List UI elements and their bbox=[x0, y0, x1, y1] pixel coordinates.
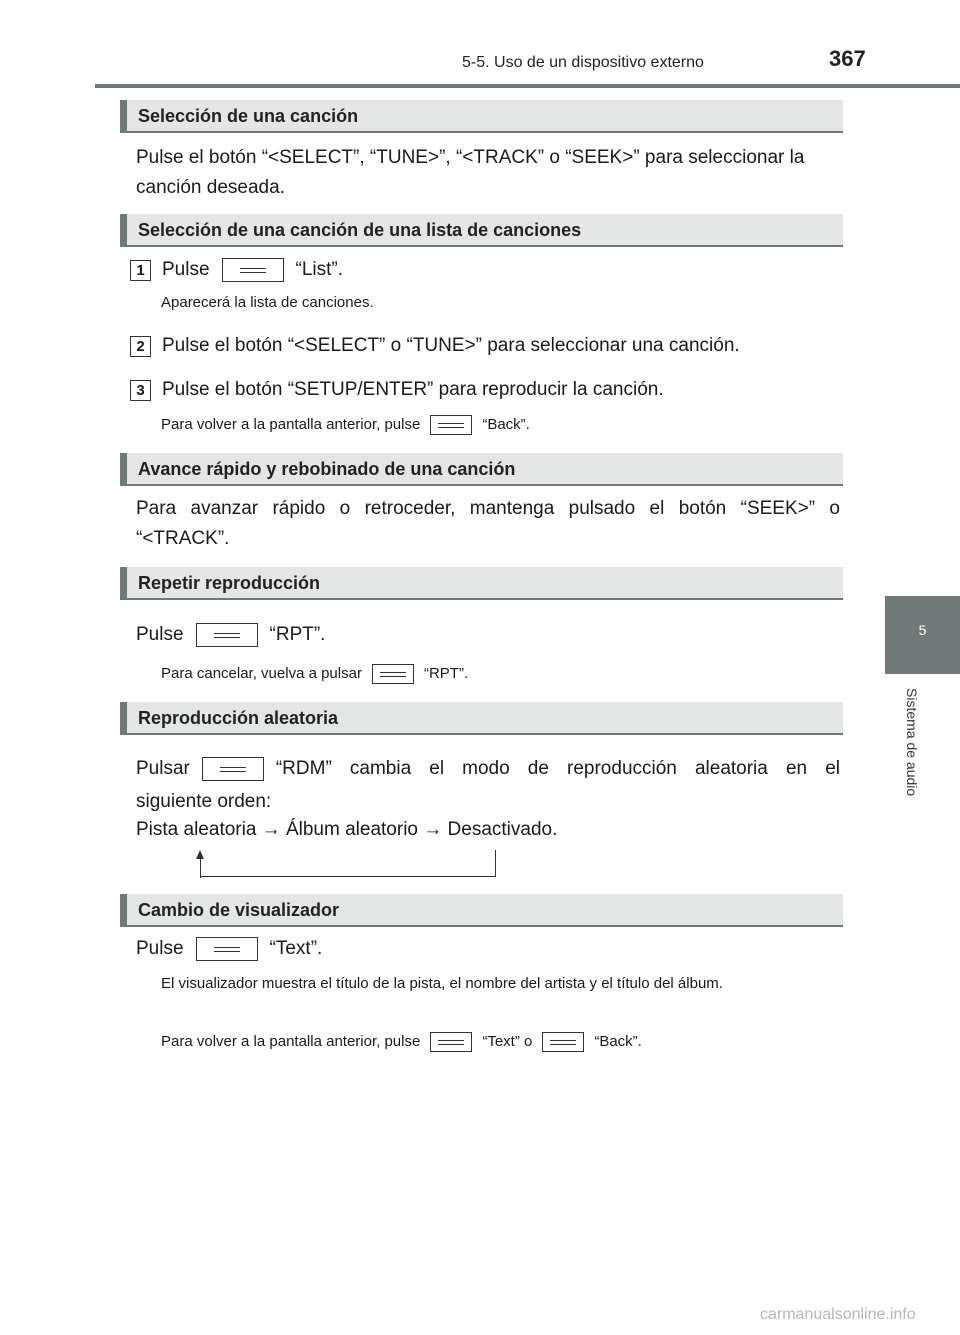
section-body-line: siguiente orden: bbox=[136, 791, 272, 812]
section-header-lista bbox=[120, 214, 843, 247]
section-body-line: “<TRACK”. bbox=[136, 528, 230, 549]
step-number: 3 bbox=[130, 380, 151, 401]
section-body: Pulse el botón “<SELECT”, “TUNE>”, “<TRACK” o “SEEK>” para seleccionar la canción deseada. bbox=[136, 147, 805, 198]
section-title: Selección de una canción de una lista de canciones bbox=[138, 220, 582, 240]
section-body-line: Para avanzar rápido o retroceder, mantenga pulsado el botón “SEEK>” o bbox=[136, 498, 840, 519]
section-header-avance bbox=[120, 453, 843, 486]
watermark: carmanualsonline.info bbox=[760, 1306, 916, 1323]
note-post: “Back”. bbox=[482, 416, 530, 433]
step-text bbox=[162, 255, 866, 285]
menu-button-icon bbox=[430, 415, 472, 435]
step-text: Pulse el botón “SETUP/ENTER” para reproducir la canción. bbox=[162, 379, 664, 400]
step-number: 2 bbox=[130, 336, 151, 357]
running-header: 5-5. Uso de un dispositivo externo bbox=[462, 54, 704, 71]
section-title: Repetir reproducción bbox=[138, 573, 321, 593]
section-title: Selección de una canción bbox=[138, 106, 359, 126]
section-header-seleccion bbox=[120, 100, 843, 133]
menu-button-icon bbox=[542, 1032, 584, 1052]
body-pre: Pulse bbox=[136, 624, 184, 645]
chapter-title: Sistema de audio bbox=[904, 688, 920, 797]
header-rule bbox=[95, 84, 960, 88]
cycle-line bbox=[200, 876, 496, 877]
step-text: Pulse el botón “<SELECT” o “TUNE>” para seleccionar una canción. bbox=[162, 335, 740, 356]
menu-button-icon bbox=[196, 623, 258, 647]
cycle-line bbox=[200, 858, 201, 878]
body-pre: Pulse bbox=[136, 938, 184, 959]
step-note: Aparecerá la lista de canciones. bbox=[161, 294, 374, 311]
cycle-line bbox=[495, 850, 496, 877]
section-title: Cambio de visualizador bbox=[138, 900, 340, 920]
step-text-pre: Pulse bbox=[162, 259, 210, 280]
menu-button-icon bbox=[202, 757, 264, 781]
section-body-line: Pista aleatoria → Álbum aleatorio → Desactivado. bbox=[136, 819, 558, 840]
menu-button-icon bbox=[196, 937, 258, 961]
body-post: “Text”. bbox=[269, 938, 323, 959]
section-note: El visualizador muestra el título de la pista, el nombre del artista y el título del álbum. bbox=[161, 975, 723, 992]
section-header-visualizador bbox=[120, 894, 843, 927]
note-post: “RPT”. bbox=[423, 665, 469, 682]
section-title: Avance rápido y rebobinado de una canción bbox=[138, 459, 516, 479]
chapter-number: 5 bbox=[918, 622, 927, 638]
step-text-post: “List”. bbox=[295, 259, 344, 280]
section-note bbox=[161, 1031, 841, 1053]
section-body-line bbox=[136, 754, 840, 784]
section-body bbox=[136, 934, 840, 964]
menu-button-icon bbox=[430, 1032, 472, 1052]
menu-button-icon bbox=[372, 664, 414, 684]
step-note bbox=[161, 414, 841, 436]
body-post: “RPT”. bbox=[269, 624, 326, 645]
section-header-repetir bbox=[120, 567, 843, 600]
section-header-aleatoria bbox=[120, 702, 843, 735]
section-title: Reproducción aleatoria bbox=[138, 708, 339, 728]
note-post: “Back”. bbox=[594, 1033, 642, 1050]
chapter-tab bbox=[885, 596, 960, 674]
page-number: 367 bbox=[829, 46, 866, 71]
body-pre: Pulsar bbox=[136, 758, 190, 779]
body-post: “RDM” cambia el modo de reproducción aleatoria en el bbox=[275, 758, 840, 779]
note-pre: Para cancelar, vuelva a pulsar bbox=[161, 665, 362, 682]
section-note bbox=[161, 663, 841, 685]
note-mid: “Text” o bbox=[482, 1033, 533, 1050]
note-pre: Para volver a la pantalla anterior, pulse bbox=[161, 1033, 421, 1050]
chapter-rail bbox=[885, 674, 960, 844]
menu-button-icon bbox=[222, 258, 284, 282]
note-pre: Para volver a la pantalla anterior, pulse bbox=[161, 416, 421, 433]
section-body bbox=[136, 620, 840, 650]
step-number: 1 bbox=[130, 260, 151, 281]
